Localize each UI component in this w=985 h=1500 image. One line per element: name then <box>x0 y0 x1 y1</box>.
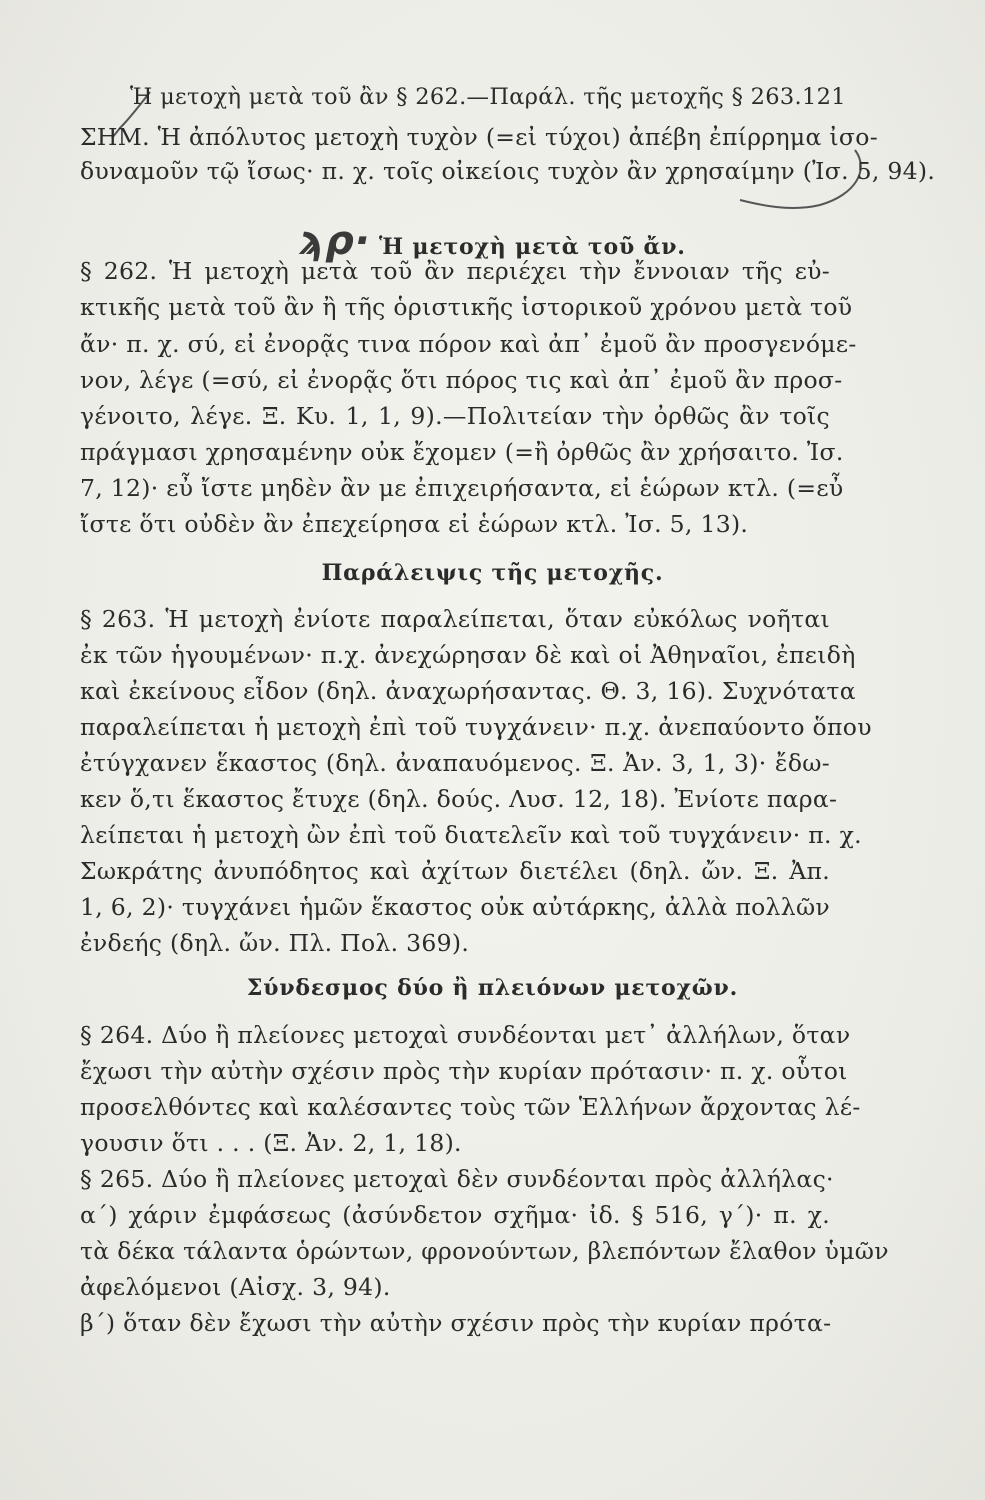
heading-omission: Παράλειψις τῆς μετοχῆς. <box>321 560 664 586</box>
paragraph-line: Σωκράτης ἀνυπόδητος καὶ ἀχίτων διετέλει (δηλ. ὤν. Ξ. Ἀπ. <box>80 857 830 885</box>
paragraph-line: α΄) χάριν ἐμφάσεως (ἀσύνδετον σχῆμα· ἰδ. § 516, γ΄)· π. χ. <box>80 1201 830 1229</box>
paragraph-line: ἴστε ὅτι οὐδὲν ἂν ἐπεχείρησα εἰ ἑώρων κτλ. Ἰσ. 5, 13). <box>80 510 749 538</box>
handwritten-mark: ϡρ· <box>299 218 371 264</box>
paragraph-line: προσελθόντες καὶ καλέσαντες τοὺς τῶν Ἑλλήνων ἄρχοντας λέ- <box>80 1093 861 1121</box>
paragraph-line: πράγμασι χρησαμένην οὐκ ἔχομεν (=ἢ ὀρθῶς ἂν χρήσαιτο. Ἰσ. <box>80 438 844 466</box>
heading-connection: Σύνδεσμος δύο ἢ πλειόνων μετοχῶν. <box>246 975 739 1001</box>
paragraph-line: § 264. Δύο ἢ πλείονες μετοχαὶ συνδέονται μετ᾿ ἀλλήλων, ὅταν <box>80 1021 851 1049</box>
paragraph-line: β΄) ὅταν δὲν ἔχωσι τὴν αὐτὴν σχέσιν πρὸς τὴν κυρίαν πρότα- <box>80 1309 832 1337</box>
paragraph-line: λείπεται ἡ μετοχὴ ὢν ἐπὶ τοῦ διατελεῖν καὶ τοῦ τυγχάνειν· π. χ. <box>80 821 862 849</box>
paragraph-line: γένοιτο, λέγε. Ξ. Κυ. 1, 1, 9).—Πολιτείαν τὴν ὀρθῶς ἂν τοῖς <box>80 402 830 430</box>
paragraph-line: νον, λέγε (=σύ, εἰ ἐνορᾷς ὅτι πόρος τις καὶ ἀπ᾿ ἐμοῦ ἂν προσ- <box>80 366 843 394</box>
paragraph-line: ἐτύγχανεν ἕκαστος (δηλ. ἀναπαυόμενος. Ξ. Ἀν. 3, 1, 3)· ἔδω- <box>80 749 830 777</box>
paragraph-line: § 265. Δύο ἢ πλείονες μετοχαὶ δὲν συνδέονται πρὸς ἀλλήλας· <box>80 1165 834 1193</box>
paragraph-line: 1, 6, 2)· τυγχάνει ἡμῶν ἕκαστος οὐκ αὐτάρκης, ἀλλὰ πολλῶν <box>80 893 830 921</box>
note-line: ΣΗΜ. Ἡ ἀπόλυτος μετοχὴ τυχὸν (=εἰ τύχοι) ἀπέβη ἐπίρρημα ἰσο- <box>80 123 878 151</box>
paragraph-line: ἐκ τῶν ἡγουμένων· π.χ. ἀνεχώρησαν δὲ καὶ οἱ Ἀθηναῖοι, ἐπειδὴ <box>80 641 856 669</box>
paragraph-line: ἔχωσι τὴν αὐτὴν σχέσιν πρὸς τὴν κυρίαν πρότασιν· π. χ. οὗτοι <box>80 1057 848 1085</box>
heading-text: Ἡ μετοχὴ μετὰ τοῦ ἄν. <box>379 234 686 260</box>
paragraph-line: ἄν· π. χ. σύ, εἰ ἐνορᾷς τινα πόρον καὶ ἀπ᾿ ἐμοῦ ἂν προσγενόμε- <box>80 330 857 358</box>
paragraph-line: § 263. Ἡ μετοχὴ ἐνίοτε παραλείπεται, ὅταν εὐκόλως νοῆται <box>80 605 830 633</box>
paragraph-line: ἀφελόμενοι (Αἰσχ. 3, 94). <box>80 1273 391 1301</box>
paragraph-line: ἐνδεής (δηλ. ὤν. Πλ. Πολ. 369). <box>80 929 470 957</box>
running-title: Ἡ μετοχὴ μετὰ τοῦ ἂν § 262.—Παράλ. τῆς μετοχῆς § 263. <box>130 84 802 110</box>
paragraph-line: § 262. Ἡ μετοχὴ μετὰ τοῦ ἂν περιέχει τὴν ἔννοιαν τῆς εὐ- <box>80 257 830 285</box>
paragraph-line: κεν ὅ,τι ἕκαστος ἔτυχε (δηλ. δούς. Λυσ. 12, 18). Ἐνίοτε παρα- <box>80 785 838 813</box>
paragraph-line: καὶ ἐκείνους εἶδον (δηλ. ἀναχωρήσαντας. Θ. 3, 16). Συχνότατα <box>80 677 856 705</box>
paragraph-line: 7, 12)· εὖ ἴστε μηδὲν ἂν με ἐπιχειρήσαντα, εἰ ἑώρων κτλ. (=εὖ <box>80 474 844 502</box>
page-number: 121 <box>801 84 846 110</box>
paragraph-line: γουσιν ὅτι . . . (Ξ. Ἀν. 2, 1, 18). <box>80 1129 462 1157</box>
running-header <box>130 80 846 114</box>
paragraph-line: παραλείπεται ἡ μετοχὴ ἐπὶ τοῦ τυγχάνειν· π.χ. ἀνεπαύοντο ὅπου <box>80 713 872 741</box>
paragraph-line: τὰ δέκα τάλαντα ὁρώντων, φρονούντων, βλεπόντων ἔλαθον ὑμῶν <box>80 1237 889 1265</box>
paragraph-line: κτικῆς μετὰ τοῦ ἂν ἢ τῆς ὁριστικῆς ἱστορικοῦ χρόνου μετὰ τοῦ <box>80 293 853 321</box>
note-line: δυναμοῦν τῷ ἴσως· π. χ. τοῖς οἰκείοις τυχὸν ἂν χρησαίμην (Ἰσ. 5, 94). <box>80 157 936 185</box>
